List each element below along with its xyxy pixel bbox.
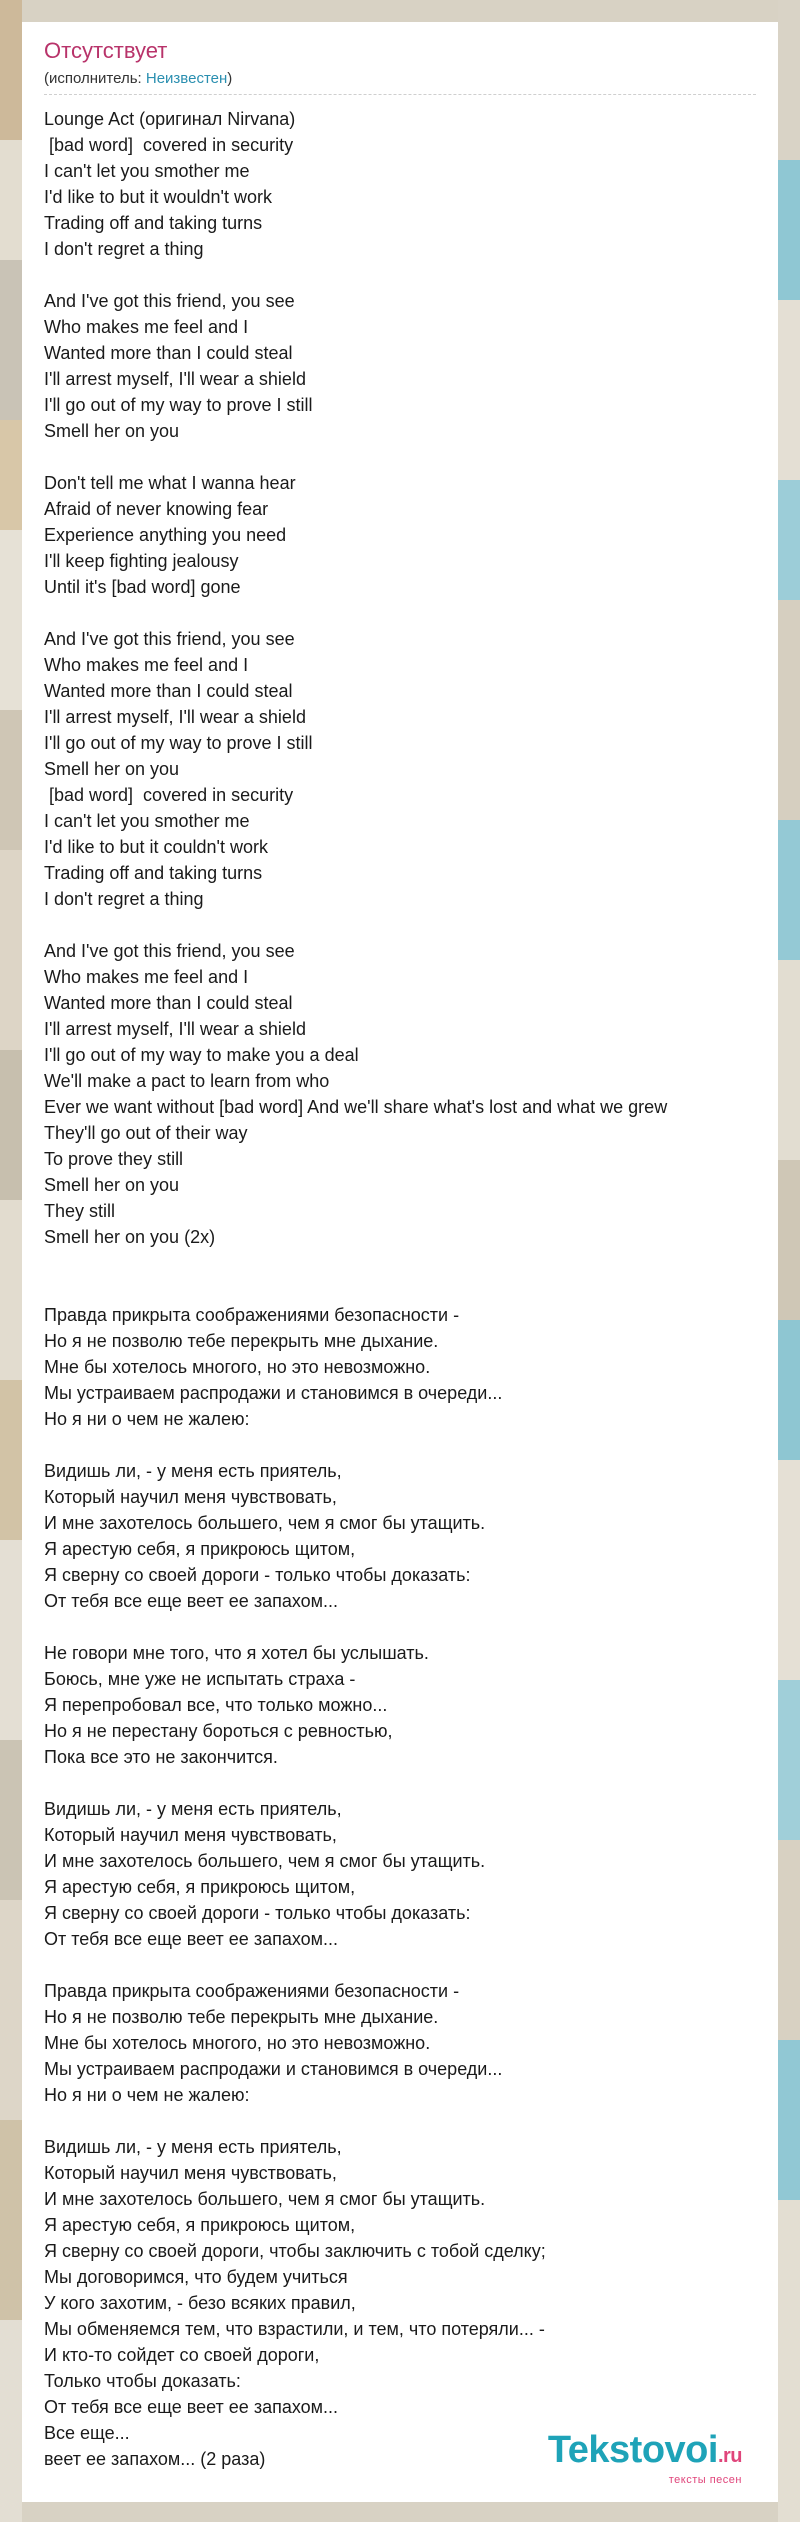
lyric-line: I'll arrest myself, I'll wear a shield bbox=[44, 369, 306, 389]
lyric-line: And I've got this friend, you see bbox=[44, 291, 295, 311]
lyric-line: Who makes me feel and I bbox=[44, 317, 249, 337]
lyric-line: Пока все это не закончится. bbox=[44, 1747, 278, 1767]
left-decor-strip bbox=[0, 0, 22, 2522]
lyric-line: Who makes me feel and I bbox=[44, 655, 249, 675]
lyric-line: [bad word] covered in security bbox=[44, 785, 294, 805]
lyric-line: Trading off and taking turns bbox=[44, 863, 263, 883]
lyric-line: Но я не позволю тебе перекрыть мне дыхание. bbox=[44, 1331, 439, 1351]
artist-prefix: (исполнитель: bbox=[44, 70, 146, 87]
lyric-line: Не говори мне того, что я хотел бы услышать. bbox=[44, 1643, 429, 1663]
right-decor-strip bbox=[778, 0, 800, 2522]
lyric-line: Я сверну со своей дороги - только чтобы доказать: bbox=[44, 1903, 471, 1923]
lyric-line: Я перепробовал все, что только можно... bbox=[44, 1695, 388, 1715]
lyric-line: Я сверну со своей дороги, чтобы заключить с тобой сделку; bbox=[44, 2241, 546, 2261]
lyric-line: I'll go out of my way to prove I still bbox=[44, 733, 313, 753]
stanza-gap bbox=[44, 1250, 764, 1276]
lyric-line: Все еще... bbox=[44, 2423, 130, 2443]
stanza-gap bbox=[44, 2108, 764, 2134]
lyric-line: I'll arrest myself, I'll wear a shield bbox=[44, 707, 306, 727]
lyric-line: They still bbox=[44, 1201, 116, 1221]
logo-tld: .ru bbox=[717, 2445, 742, 2467]
lyric-line: Мне бы хотелось многого, но это невозможно. bbox=[44, 2033, 431, 2053]
stanza-gap bbox=[44, 912, 764, 938]
lyric-line: Trading off and taking turns bbox=[44, 213, 263, 233]
lyric-line: Smell her on you bbox=[44, 759, 180, 779]
lyric-line: Experience anything you need bbox=[44, 525, 287, 545]
lyric-line: Я сверну со своей дороги - только чтобы доказать: bbox=[44, 1565, 471, 1585]
lyric-line: От тебя все еще веет ее запахом... bbox=[44, 1929, 339, 1949]
lyric-line: I'll keep fighting jealousy bbox=[44, 551, 239, 571]
stanza-gap bbox=[44, 1432, 764, 1458]
lyric-line: От тебя все еще веет ее запахом... bbox=[44, 1591, 339, 1611]
lyric-line: Но я не позволю тебе перекрыть мне дыхание. bbox=[44, 2007, 439, 2027]
lyric-line: Wanted more than I could steal bbox=[44, 343, 293, 363]
lyric-line: And I've got this friend, you see bbox=[44, 941, 295, 961]
lyric-line: Который научил меня чувствовать, bbox=[44, 1487, 337, 1507]
lyric-line: I'd like to but it wouldn't work bbox=[44, 187, 272, 207]
stanza-gap bbox=[44, 1770, 764, 1796]
stanza-gap bbox=[44, 1276, 764, 1302]
lyric-line: От тебя все еще веет ее запахом... bbox=[44, 2397, 339, 2417]
site-logo[interactable] bbox=[548, 2430, 742, 2486]
lyric-line: Я арестую себя, я прикроюсь щитом, bbox=[44, 2215, 356, 2235]
lyric-line: веет ее запахом... (2 раза) bbox=[44, 2449, 266, 2469]
lyric-line: Smell her on you bbox=[44, 421, 180, 441]
lyric-line: Мы устраиваем распродажи и становимся в очереди... bbox=[44, 2059, 503, 2079]
lyric-line: Правда прикрыта соображениями безопасности - bbox=[44, 1305, 460, 1325]
lyric-line: И мне захотелось большего, чем я смог бы утащить. bbox=[44, 1851, 486, 1871]
lyric-line: Who makes me feel and I bbox=[44, 967, 249, 987]
lyric-line: To prove they still bbox=[44, 1149, 184, 1169]
lyric-line: Мне бы хотелось многого, но это невозможно. bbox=[44, 1357, 431, 1377]
lyric-line: Я арестую себя, я прикроюсь щитом, bbox=[44, 1877, 356, 1897]
lyric-line: Мы договоримся, что будем учиться bbox=[44, 2267, 348, 2287]
lyrics-card bbox=[22, 22, 778, 2502]
lyric-line: У кого захотим, - безо всяких правил, bbox=[44, 2293, 356, 2313]
lyric-line: Видишь ли, - у меня есть приятель, bbox=[44, 2137, 342, 2157]
lyric-line: Don't tell me what I wanna hear bbox=[44, 473, 296, 493]
artist-line bbox=[44, 70, 232, 87]
lyric-line: Но я ни о чем не жалею: bbox=[44, 2085, 250, 2105]
lyric-line: Но я ни о чем не жалею: bbox=[44, 1409, 250, 1429]
lyric-line: Который научил меня чувствовать, bbox=[44, 2163, 337, 2183]
lyric-line: I don't regret a thing bbox=[44, 889, 204, 909]
logo-main-text: Tekstovoi bbox=[547, 2429, 718, 2471]
lyric-line: И мне захотелось большего, чем я смог бы утащить. bbox=[44, 2189, 486, 2209]
stanza-gap bbox=[44, 1614, 764, 1640]
lyric-line: We'll make a pact to learn from who bbox=[44, 1071, 330, 1091]
lyric-line: И мне захотелось большего, чем я смог бы утащить. bbox=[44, 1513, 486, 1533]
lyric-line: I'll go out of my way to make you a deal bbox=[44, 1045, 359, 1065]
lyric-line: Видишь ли, - у меня есть приятель, bbox=[44, 1799, 342, 1819]
stanza-gap bbox=[44, 1952, 764, 1978]
lyric-line: Видишь ли, - у меня есть приятель, bbox=[44, 1461, 342, 1481]
lyric-line: И кто-то сойдет со своей дороги, bbox=[44, 2345, 320, 2365]
lyric-line: Smell her on you (2x) bbox=[44, 1227, 216, 1247]
logo-subtitle: тексты песен bbox=[668, 2474, 742, 2486]
lyric-line: Afraid of never knowing fear bbox=[44, 499, 269, 519]
lyric-line: I can't let you smother me bbox=[44, 161, 250, 181]
lyric-line: Ever we want without [bad word] And we'll share what's lost and what we grew bbox=[44, 1097, 668, 1117]
lyric-line: I don't regret a thing bbox=[44, 239, 204, 259]
lyric-line: Until it's [bad word] gone bbox=[44, 577, 241, 597]
stanza-gap bbox=[44, 444, 764, 470]
lyric-line: Мы обменяемся тем, что взрастили, и тем, что потеряли... - bbox=[44, 2319, 545, 2339]
stanza-gap bbox=[44, 600, 764, 626]
header-divider bbox=[44, 94, 756, 95]
lyric-line: Правда прикрыта соображениями безопасности - bbox=[44, 1981, 460, 2001]
stanza-gap bbox=[44, 262, 764, 288]
lyric-line: Но я не перестану бороться с ревностью, bbox=[44, 1721, 393, 1741]
lyric-line: They'll go out of their way bbox=[44, 1123, 248, 1143]
lyric-line: I'll arrest myself, I'll wear a shield bbox=[44, 1019, 306, 1039]
lyric-line: And I've got this friend, you see bbox=[44, 629, 295, 649]
lyric-line: Который научил меня чувствовать, bbox=[44, 1825, 337, 1845]
song-title: Отсутствует bbox=[44, 38, 168, 63]
lyric-line: Боюсь, мне уже не испытать страха - bbox=[44, 1669, 356, 1689]
lyric-line: Wanted more than I could steal bbox=[44, 681, 293, 701]
lyric-line: Только чтобы доказать: bbox=[44, 2371, 241, 2391]
lyrics-text bbox=[44, 106, 764, 2472]
artist-suffix: ) bbox=[227, 70, 233, 87]
lyric-line: [bad word] covered in security bbox=[44, 135, 294, 155]
lyric-line: Мы устраиваем распродажи и становимся в очереди... bbox=[44, 1383, 503, 1403]
lyric-line: I'd like to but it couldn't work bbox=[44, 837, 268, 857]
lyric-line: I'll go out of my way to prove I still bbox=[44, 395, 313, 415]
artist-link[interactable]: Неизвестен bbox=[145, 70, 228, 87]
lyric-line: Smell her on you bbox=[44, 1175, 180, 1195]
lyric-line: Wanted more than I could steal bbox=[44, 993, 293, 1013]
lyric-line: Я арестую себя, я прикроюсь щитом, bbox=[44, 1539, 356, 1559]
lyric-line: Lounge Act (оригинал Nirvana) bbox=[44, 109, 296, 129]
lyric-line: I can't let you smother me bbox=[44, 811, 250, 831]
